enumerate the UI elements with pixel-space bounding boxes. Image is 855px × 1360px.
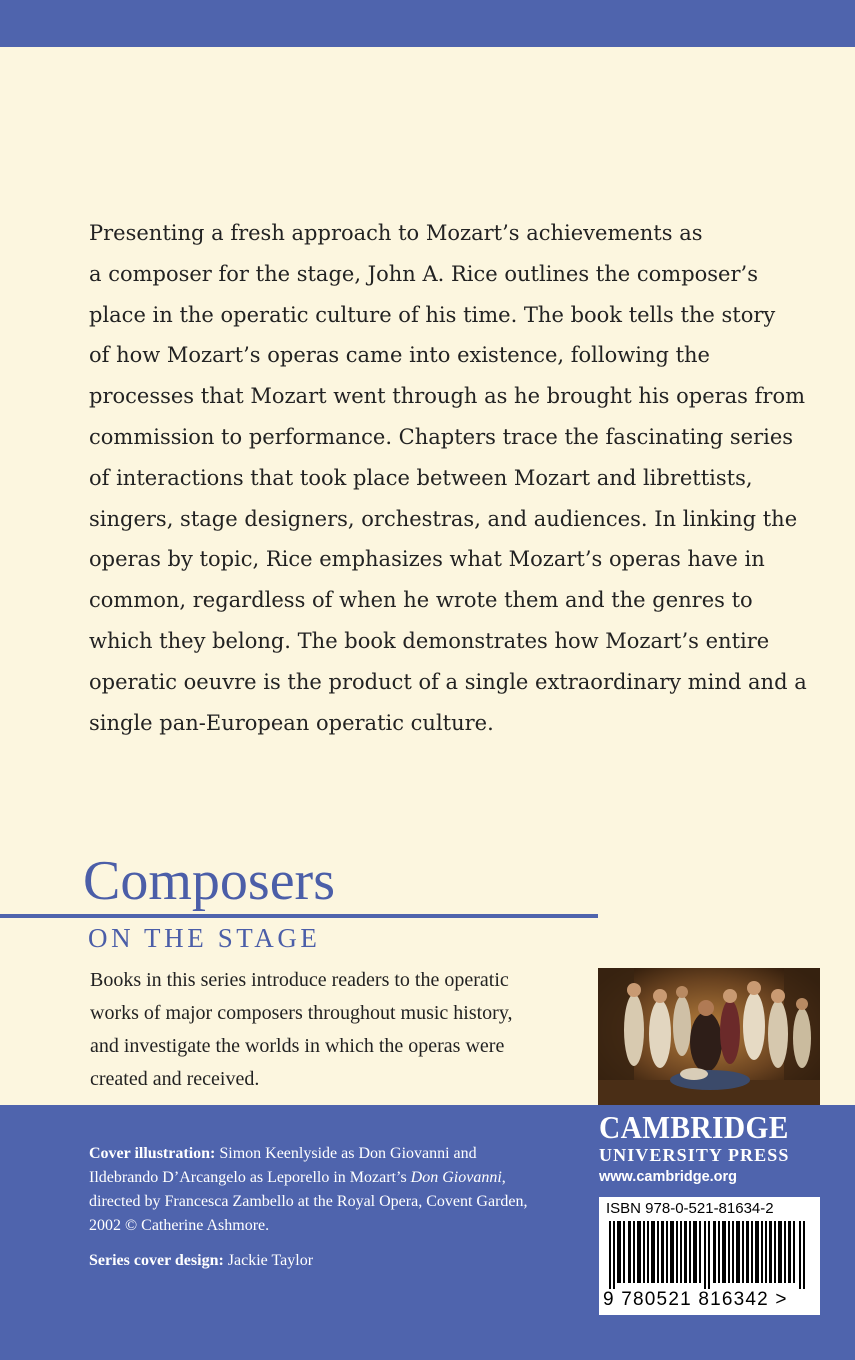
series-subtitle: ON THE STAGE [88, 923, 321, 953]
publisher-press: UNIVERSITY PRESS [599, 1145, 790, 1165]
description-line: single pan-European operatic culture. [89, 710, 494, 735]
series-description-line: created and received. [90, 1068, 260, 1090]
description-line: processes that Mozart went through as he brought his operas from [89, 384, 805, 409]
publisher-url: www.cambridge.org [599, 1169, 738, 1185]
book-description [89, 213, 807, 743]
series-description-line: works of major composers throughout music history, [90, 1002, 513, 1024]
barcode-digits: 9 780521 816342 > [603, 1289, 788, 1310]
cover-credit-line: 2002 © Catherine Ashmore. [89, 1217, 270, 1234]
cover-credit-text: , [501, 1169, 506, 1186]
cover-photo [598, 968, 820, 1106]
cover-credit-text: Simon Keenlyside as Don Giovanni and [219, 1145, 477, 1162]
cover-credits [89, 1142, 579, 1273]
barcode-panel [599, 1197, 820, 1315]
series-description-line: and investigate the worlds in which the operas were [90, 1035, 505, 1057]
series-design-credit [89, 1249, 579, 1273]
cover-credit-line [89, 1166, 579, 1190]
description-line: of how Mozart’s operas came into existence, following the [89, 343, 710, 368]
cover-credit-text: Ildebrando D’Arcangelo as Leporello in Mozart’s [89, 1169, 407, 1186]
opera-title: Don Giovanni [410, 1169, 502, 1186]
cover-credit-line: directed by Francesca Zambello at the Royal Opera, Covent Garden, [89, 1193, 528, 1210]
series-title: Composers [83, 850, 335, 912]
description-line: common, regardless of when he wrote them and the genres to [89, 588, 753, 613]
publisher-logo [599, 1109, 821, 1189]
series-description-line: Books in this series introduce readers to the operatic [90, 969, 509, 991]
opera-scene-image [598, 968, 820, 1106]
description-line: of interactions that took place between Mozart and librettists, [89, 465, 753, 490]
description-line: a composer for the stage, John A. Rice outlines the composer’s [89, 261, 758, 286]
cover-credit-line [89, 1142, 579, 1166]
description-line: singers, stage designers, orchestras, and audiences. In linking the [89, 506, 798, 531]
design-label: Series cover design: [89, 1252, 224, 1269]
description-line: Presenting a fresh approach to Mozart’s achievements as [89, 221, 703, 245]
barcode-icon [605, 1221, 814, 1289]
series-description [90, 964, 570, 1096]
designer-name: Jackie Taylor [227, 1252, 314, 1269]
top-color-band [0, 0, 855, 47]
description-line: place in the operatic culture of his time. The book tells the story [89, 302, 776, 327]
description-line: operatic oeuvre is the product of a single extraordinary mind and a [89, 669, 807, 694]
cover-illustration-label: Cover illustration: [89, 1145, 216, 1162]
description-line: operas by topic, Rice emphasizes what Mozart’s operas have in [89, 547, 765, 572]
isbn-number: ISBN 978-0-521-81634-2 [606, 1200, 774, 1217]
description-line: which they belong. The book demonstrates how Mozart’s entire [89, 628, 770, 653]
description-line: commission to performance. Chapters trace the fascinating series [89, 424, 794, 449]
publisher-name: CAMBRIDGE [599, 1109, 789, 1145]
series-rule-divider [0, 914, 598, 918]
